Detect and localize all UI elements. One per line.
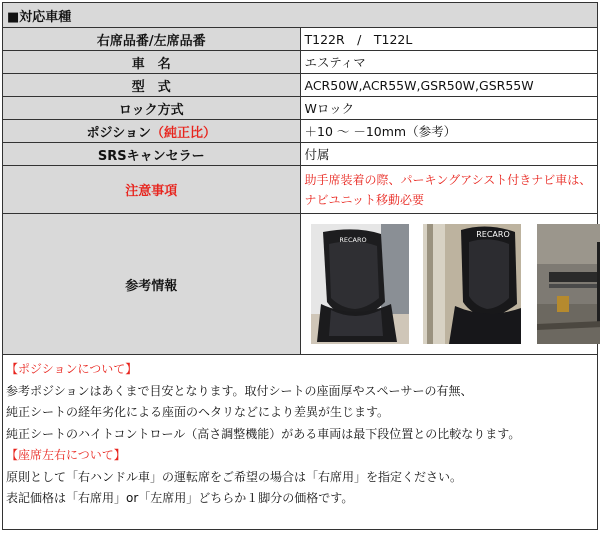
compatibility-sheet bbox=[2, 2, 598, 530]
srs-canceller-value: 付属 bbox=[300, 143, 598, 166]
lock-type-value: Wロック bbox=[300, 97, 598, 120]
position-label bbox=[3, 120, 301, 143]
table-row bbox=[3, 166, 598, 214]
position-label-main: ポジション bbox=[86, 125, 151, 141]
table-row bbox=[3, 120, 598, 143]
spec-table bbox=[2, 2, 598, 355]
table-row bbox=[3, 214, 598, 355]
reference-label: 参考情報 bbox=[3, 214, 301, 355]
position-note-line: 純正シートのハイトコントロール（高さ調整機能）がある車両は最下段位置との比較なります。 bbox=[6, 426, 521, 441]
car-name-value: エスティマ bbox=[300, 51, 598, 74]
recaro-seat-photo-side bbox=[423, 224, 521, 344]
table-title: ■対応車種 bbox=[3, 3, 598, 28]
table-row bbox=[3, 74, 598, 97]
part-number-value: T122R / T122L bbox=[300, 28, 598, 51]
seat-side-note-line: 表記価格は「右席用」or「左席用」どちらか１脚分の価格です。 bbox=[6, 491, 354, 505]
notice-label: 注意事項 bbox=[3, 166, 301, 214]
position-note-line: 純正シートの経年劣化による座面のヘタリなどにより差異が生じます。 bbox=[6, 405, 390, 419]
notice-text bbox=[300, 166, 598, 214]
seat-logo-text: RECARO bbox=[338, 236, 367, 244]
position-label-accent: （純正比） bbox=[150, 125, 216, 141]
model-code-label: 型 式 bbox=[3, 74, 301, 97]
model-code-value: ACR50W,ACR55W,GSR50W,GSR55W bbox=[300, 74, 598, 97]
part-number-label: 右席品番/左席品番 bbox=[3, 28, 301, 51]
notes-section bbox=[2, 355, 598, 530]
srs-canceller-label: SRSキャンセラー bbox=[3, 143, 301, 166]
table-row bbox=[3, 51, 598, 74]
seat-rail-photo bbox=[537, 224, 600, 344]
lock-type-label: ロック方式 bbox=[3, 97, 301, 120]
notice-line: ナビユニット移動必要 bbox=[304, 192, 425, 207]
table-row bbox=[3, 97, 598, 120]
recaro-seat-photo-front bbox=[311, 224, 409, 344]
position-value: ＋10 ～ －10mm（参考） bbox=[300, 120, 598, 143]
seat-side-heading: 【座席左右について】 bbox=[6, 448, 126, 462]
position-note-line: 参考ポジションはあくまで目安となります。取付シートの座面厚やスペーサーの有無、 bbox=[6, 383, 473, 398]
car-name-label: 車 名 bbox=[3, 51, 301, 74]
seat-logo-text: RECARO bbox=[475, 230, 510, 239]
table-row bbox=[3, 143, 598, 166]
position-notes-heading: 【ポジションについて】 bbox=[6, 362, 138, 376]
reference-photos bbox=[300, 214, 598, 355]
seat-side-note-line: 原則として「右ハンドル車」の運転席をご希望の場合は「右席用」を指定ください。 bbox=[6, 469, 463, 484]
notice-line: 助手席装着の際、パーキングアシスト付きナビ車は、 bbox=[304, 172, 592, 187]
table-row bbox=[3, 28, 598, 51]
